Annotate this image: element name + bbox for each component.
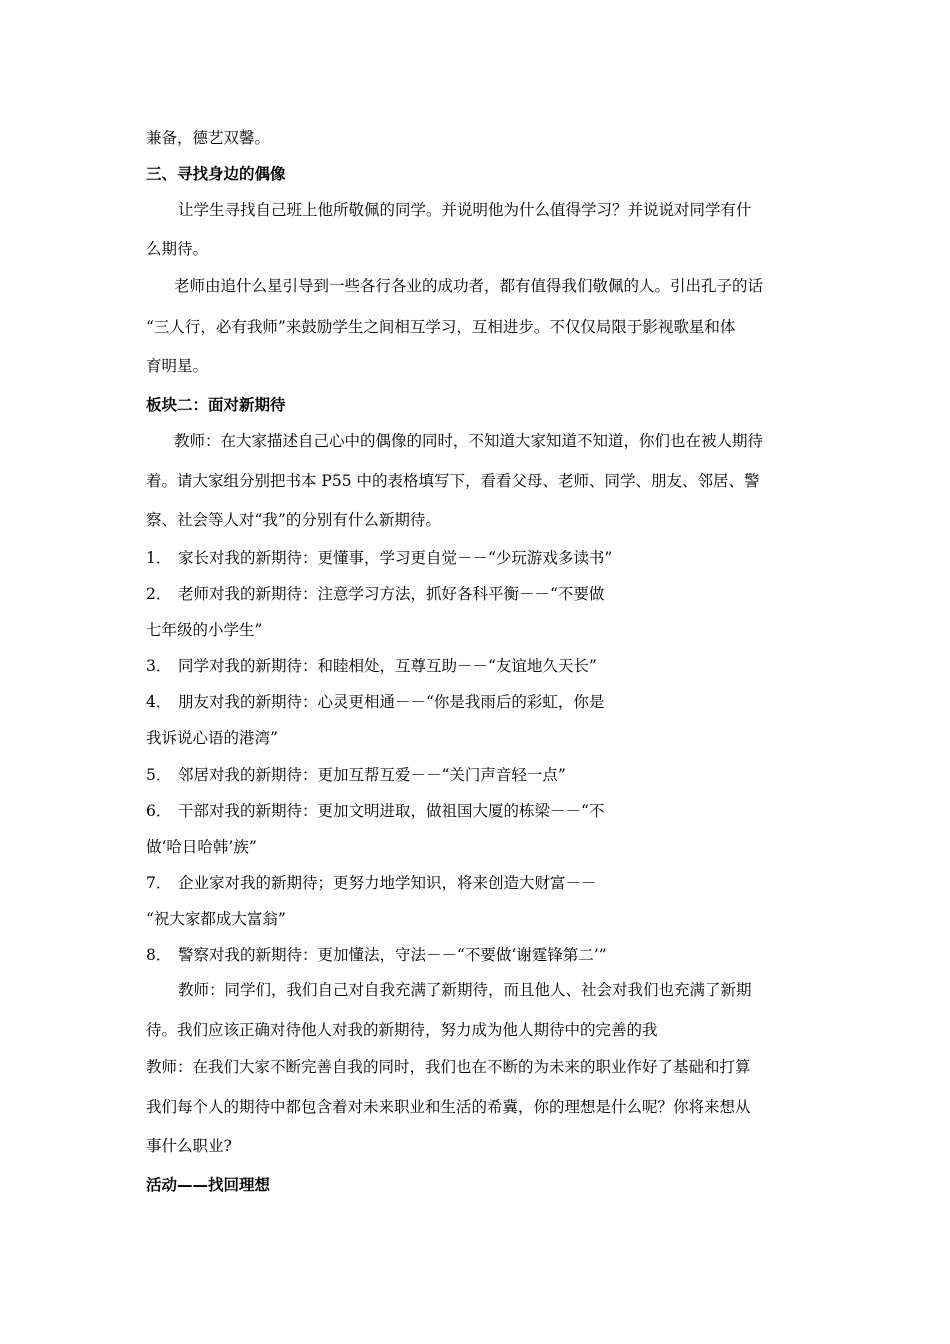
list-text: 同学对我的新期待：和睦相处，互尊互助－－“友谊地久天长” <box>178 657 597 675</box>
list-item <box>146 765 566 785</box>
list-number: 7． <box>146 874 172 892</box>
list-item <box>146 801 604 821</box>
text-line: 兼备，德艺双馨。 <box>146 129 271 147</box>
list-item-continuation: “祝大家都成大富翁” <box>146 910 286 928</box>
paragraph-line: 事什么职业? <box>146 1137 232 1155</box>
list-number: 6． <box>146 802 172 820</box>
list-text: 干部对我的新期待：更加文明进取，做祖国大厦的栋梁－－“不 <box>178 802 605 820</box>
paragraph-line: 育明星。 <box>146 357 209 375</box>
list-item <box>146 548 612 568</box>
paragraph-line: 教师：在我们大家不断完善自我的同时，我们也在不断的为未来的职业作好了基础和打算 <box>146 1058 751 1076</box>
list-text: 老师对我的新期待：注意学习方法，抓好各科平衡－－“不要做 <box>178 585 605 603</box>
list-item <box>146 656 597 676</box>
section-heading: 三、寻找身边的偶像 <box>146 165 286 183</box>
section-heading: 活动——找回理想 <box>146 1176 271 1194</box>
paragraph-line: 么期待。 <box>146 240 209 258</box>
list-item <box>146 873 597 893</box>
list-item <box>146 692 604 712</box>
list-item <box>146 945 607 965</box>
list-item-continuation: 七年级的小学生” <box>146 621 263 639</box>
list-item <box>146 584 604 604</box>
paragraph-line: 着。请大家组分别把书本 P55 中的表格填写下，看看父母、老师、同学、朋友、邻居、警 <box>146 472 760 490</box>
list-text: 朋友对我的新期待：心灵更相通－－“你是我雨后的彩虹，你是 <box>178 693 605 711</box>
list-number: 5． <box>146 766 172 784</box>
paragraph-line: 察、社会等人对“我”的分别有什么新期待。 <box>146 511 441 529</box>
paragraph-line: 老师由追什么星引导到一些各行各业的成功者，都有值得我们敬佩的人。引出孔子的话 <box>174 277 764 295</box>
paragraph-line: 待。我们应该正确对待他人对我的新期待，努力成为他人期待中的完善的我 <box>146 1021 658 1039</box>
list-number: 8． <box>146 946 172 964</box>
paragraph-line: 教师：在大家描述自己心中的偶像的同时，不知道大家知道不知道，你们也在被人期待 <box>174 432 764 450</box>
paragraph-line: “三人行，必有我师”来鼓励学生之间相互学习，互相进步。不仅仅局限于影视歌星和体 <box>146 318 736 336</box>
list-text: 邻居对我的新期待：更加互帮互爱－－“关门声音轻一点” <box>178 766 566 784</box>
section-heading: 板块二：面对新期待 <box>146 396 286 414</box>
list-item-continuation: 我诉说心语的港湾” <box>146 729 278 747</box>
paragraph-line: 让学生寻找自己班上他所敬佩的同学。并说明他为什么值得学习？并说说对同学有什 <box>178 201 752 219</box>
paragraph-line: 教师：同学们，我们自己对自我充满了新期待，而且他人、社会对我们也充满了新期 <box>178 981 752 999</box>
list-text: 警察对我的新期待：更加懂法，守法－－“不要做‘谢霆锋第二’” <box>178 946 607 964</box>
list-number: 2． <box>146 585 172 603</box>
list-text: 企业家对我的新期待；更努力地学知识，将来创造大财富－－ <box>178 874 597 892</box>
list-item-continuation: 做‘哈日哈韩’族” <box>146 838 257 856</box>
list-number: 3． <box>146 657 172 675</box>
list-text: 家长对我的新期待：更懂事，学习更自觉－－“少玩游戏多读书” <box>178 549 613 567</box>
paragraph-line: 我们每个人的期待中都包含着对未来职业和生活的希冀，你的理想是什么呢？你将来想从 <box>146 1098 751 1116</box>
list-number: 1． <box>146 549 172 567</box>
list-number: 4． <box>146 693 172 711</box>
